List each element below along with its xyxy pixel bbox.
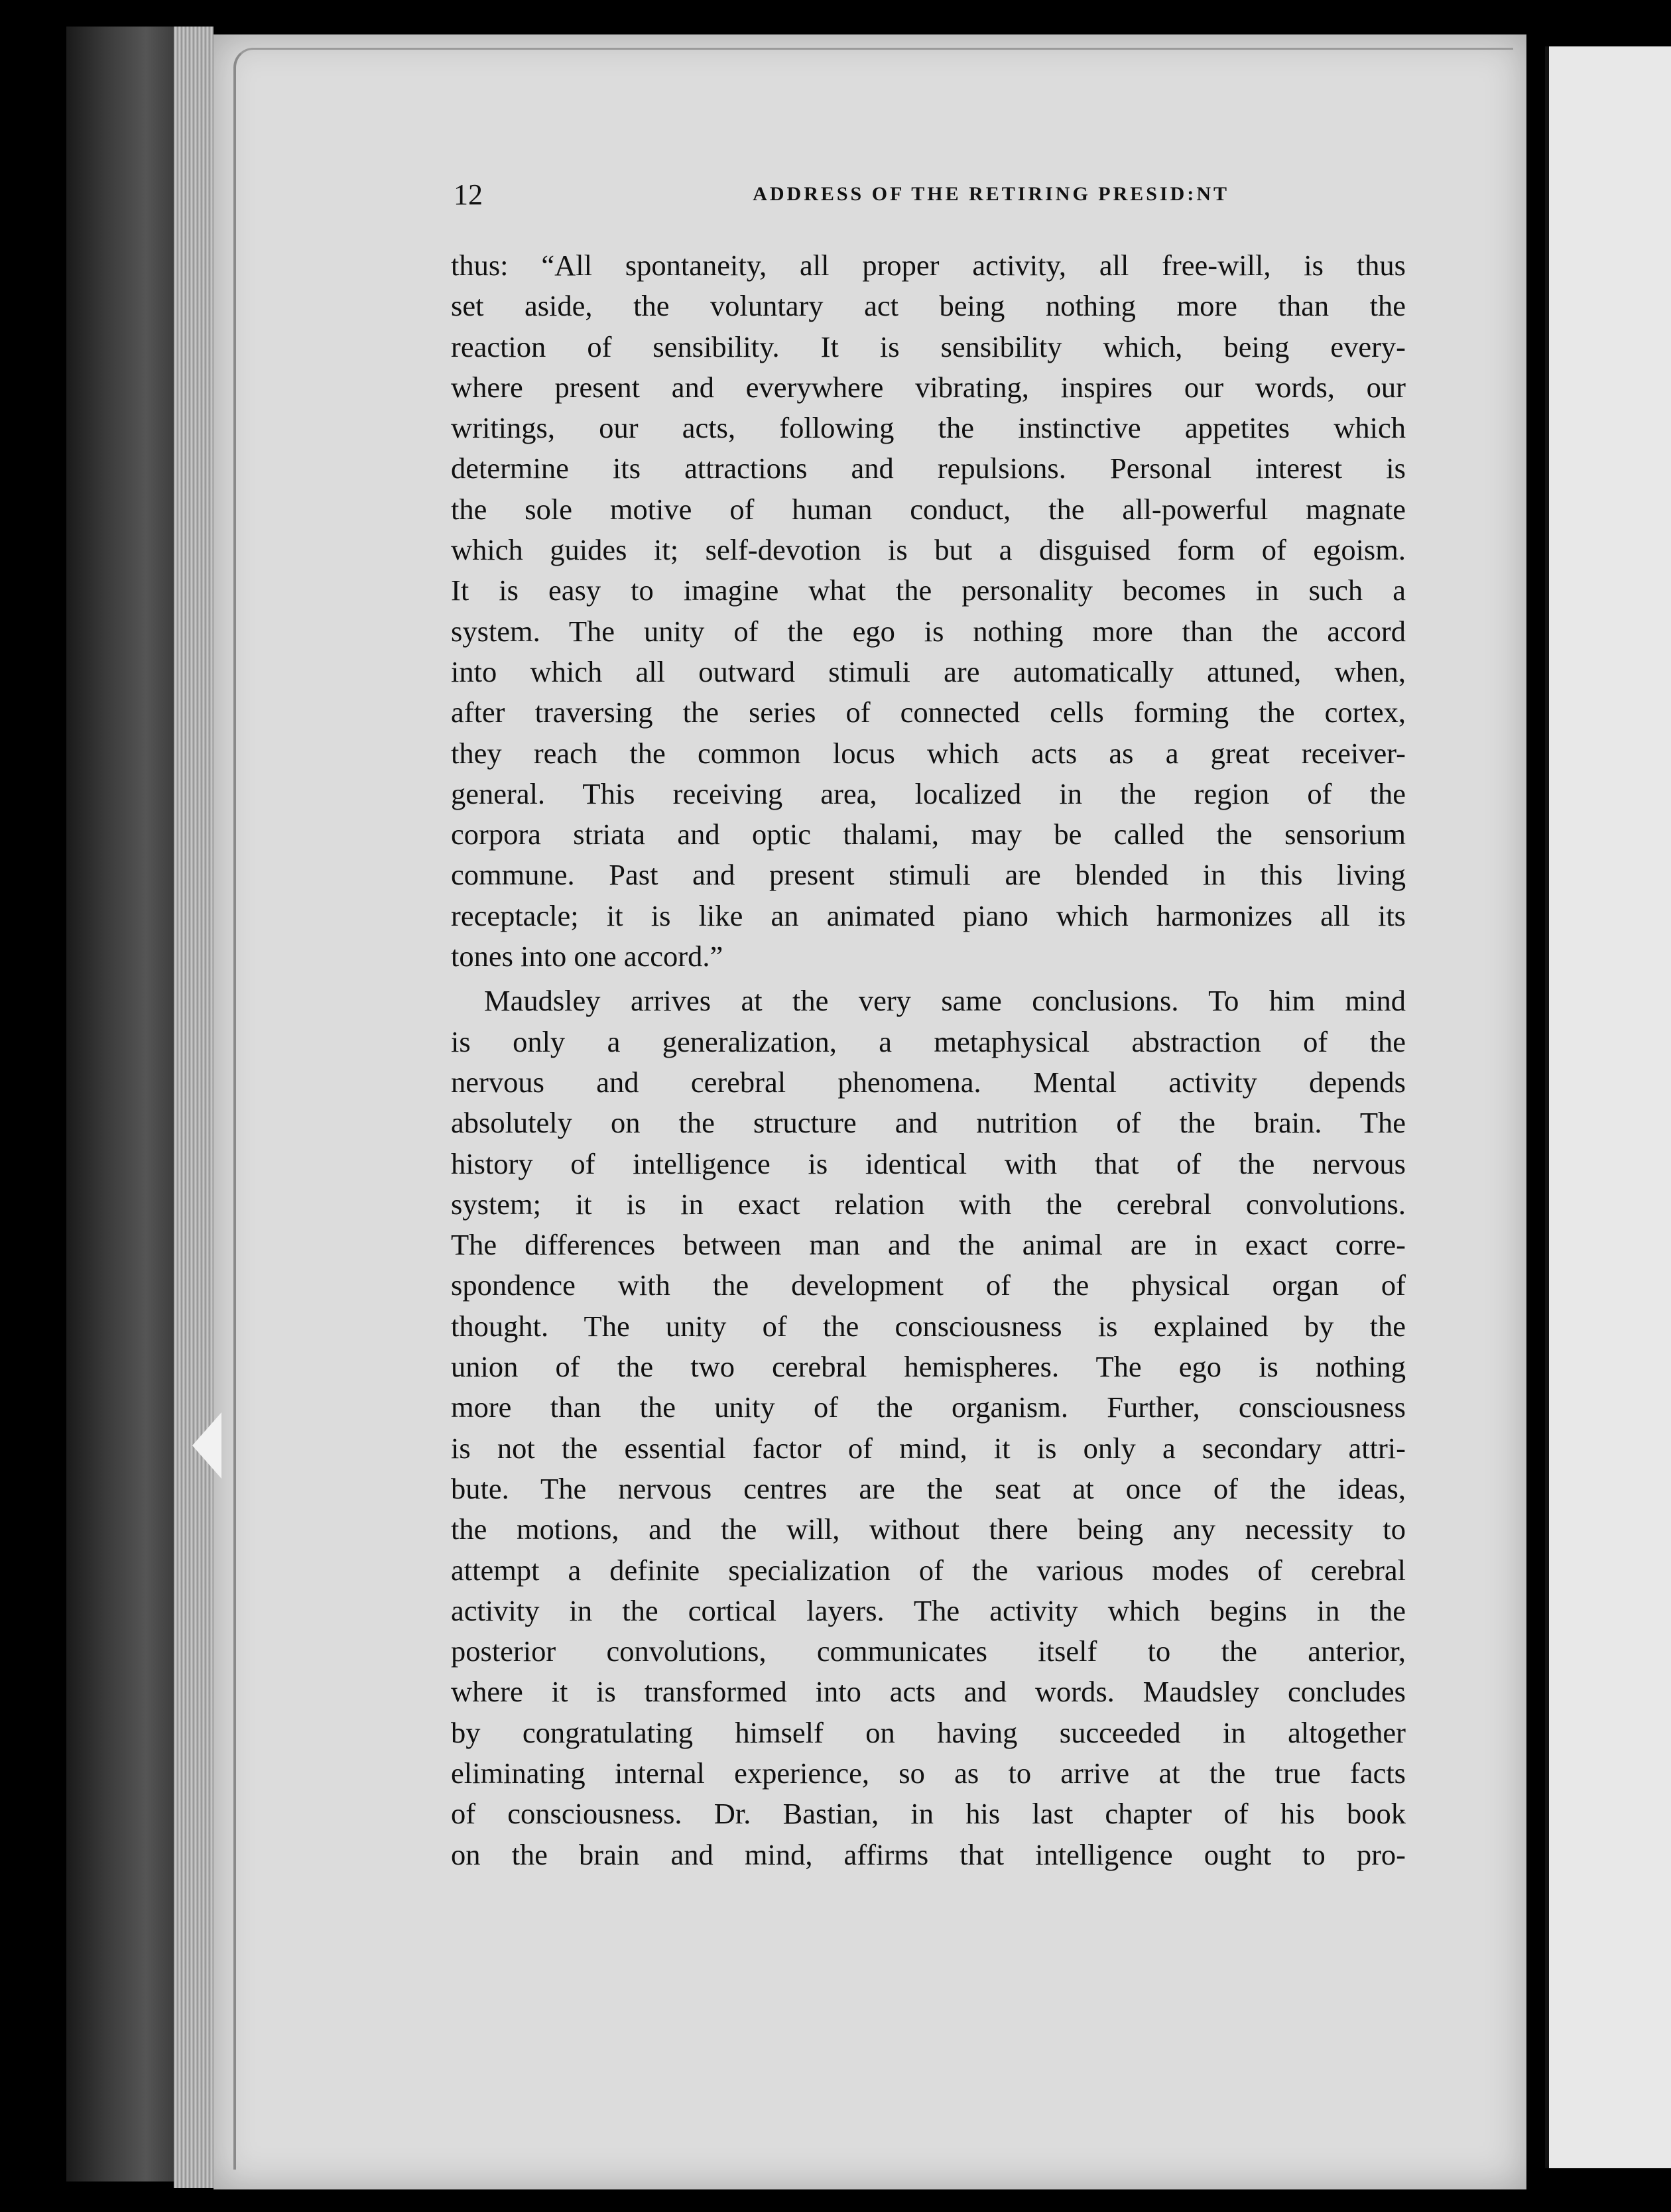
text-line: commune. Past and present stimuli are blended in this living <box>451 858 1406 892</box>
text-line: the motions, and the will, without there being any necessity to <box>451 1512 1406 1546</box>
paragraph-1 <box>451 245 1406 977</box>
text-line: eliminating internal experience, so as to arrive at the true facts <box>451 1756 1406 1790</box>
text-line: Maudsley arrives at the very same conclusions. To him mind <box>484 984 1406 1018</box>
text-line: set aside, the voluntary act being nothing more than the <box>451 289 1406 323</box>
paragraph-2 <box>451 981 1406 1875</box>
text-line: spondence with the development of the physical organ of <box>451 1268 1406 1302</box>
page-number: 12 <box>454 178 483 211</box>
text-line: tones into one accord.” <box>451 940 723 973</box>
text-line: receptacle; it is like an animated piano which harmonizes all its <box>451 898 1406 932</box>
text-line: is not the essential factor of mind, it is only a secondary attri- <box>451 1431 1406 1465</box>
text-line: thought. The unity of the consciousness is explained by the <box>451 1309 1406 1343</box>
text-line: general. This receiving area, localized in the region of the <box>451 776 1406 810</box>
running-title: ADDRESS OF THE RETIRING PRESID:NT <box>753 183 1229 205</box>
text-line: It is easy to imagine what the personality becomes in such a <box>451 574 1406 607</box>
text-line: history of intelligence is identical with that of the nervous <box>451 1146 1406 1180</box>
text-line: reaction of sensibility. It is sensibility which, being every- <box>451 330 1406 363</box>
text-line: is only a generalization, a metaphysical abstraction of the <box>451 1024 1406 1058</box>
text-line: posterior convolutions, communicates itself to the anterior, <box>451 1634 1406 1668</box>
text-line: they reach the common locus which acts as a great receiver- <box>451 736 1406 770</box>
text-line: more than the unity of the organism. Further, consciousness <box>451 1390 1406 1424</box>
facing-page-edge <box>1545 46 1671 2168</box>
text-line: union of the two cerebral hemispheres. The ego is nothing <box>451 1350 1406 1384</box>
text-line: where present and everywhere vibrating, inspires our words, our <box>451 370 1406 404</box>
text-line: determine its attractions and repulsions. Personal interest is <box>451 452 1406 485</box>
text-line: attempt a definite specialization of the various modes of cerebral <box>451 1553 1406 1587</box>
text-line: nervous and cerebral phenomena. Mental activity depends <box>451 1065 1406 1099</box>
text-line: system; it is in exact relation with the cerebral convolutions. <box>451 1187 1406 1221</box>
body-text <box>451 245 1406 1875</box>
text-line: by congratulating himself on having succeeded in altogether <box>451 1715 1406 1749</box>
text-line: absolutely on the structure and nutrition of the brain. The <box>451 1106 1406 1140</box>
text-line: where it is transformed into acts and words. Maudsley concludes <box>451 1675 1406 1709</box>
text-line: thus: “All spontaneity, all proper activity, all free-will, is thus <box>451 249 1406 282</box>
text-line: after traversing the series of connected cells forming the cortex, <box>451 696 1406 729</box>
page-edges <box>174 27 214 2188</box>
text-line: corpora striata and optic thalami, may be called the sensorium <box>451 818 1406 851</box>
text-line: the sole motive of human conduct, the all-powerful magnate <box>451 492 1406 526</box>
text-line: activity in the cortical layers. The activity which begins in the <box>451 1593 1406 1627</box>
text-line: into which all outward stimuli are automatically attuned, when, <box>451 654 1406 688</box>
text-line: The differences between man and the animal are in exact corre- <box>451 1228 1406 1262</box>
text-line: system. The unity of the ego is nothing more than the accord <box>451 614 1406 648</box>
text-line: on the brain and mind, affirms that intelligence ought to pro- <box>451 1837 1406 1871</box>
text-line: which guides it; self-devotion is but a disguised form of egoism. <box>451 533 1406 567</box>
text-line: bute. The nervous centres are the seat at once of the ideas, <box>451 1471 1406 1505</box>
page-tab-marker <box>192 1412 221 1479</box>
text-line: writings, our acts, following the instinctive appetites which <box>451 411 1406 445</box>
page-header <box>454 178 1229 211</box>
text-line: of consciousness. Dr. Bastian, in his last chapter of his book <box>451 1797 1406 1831</box>
